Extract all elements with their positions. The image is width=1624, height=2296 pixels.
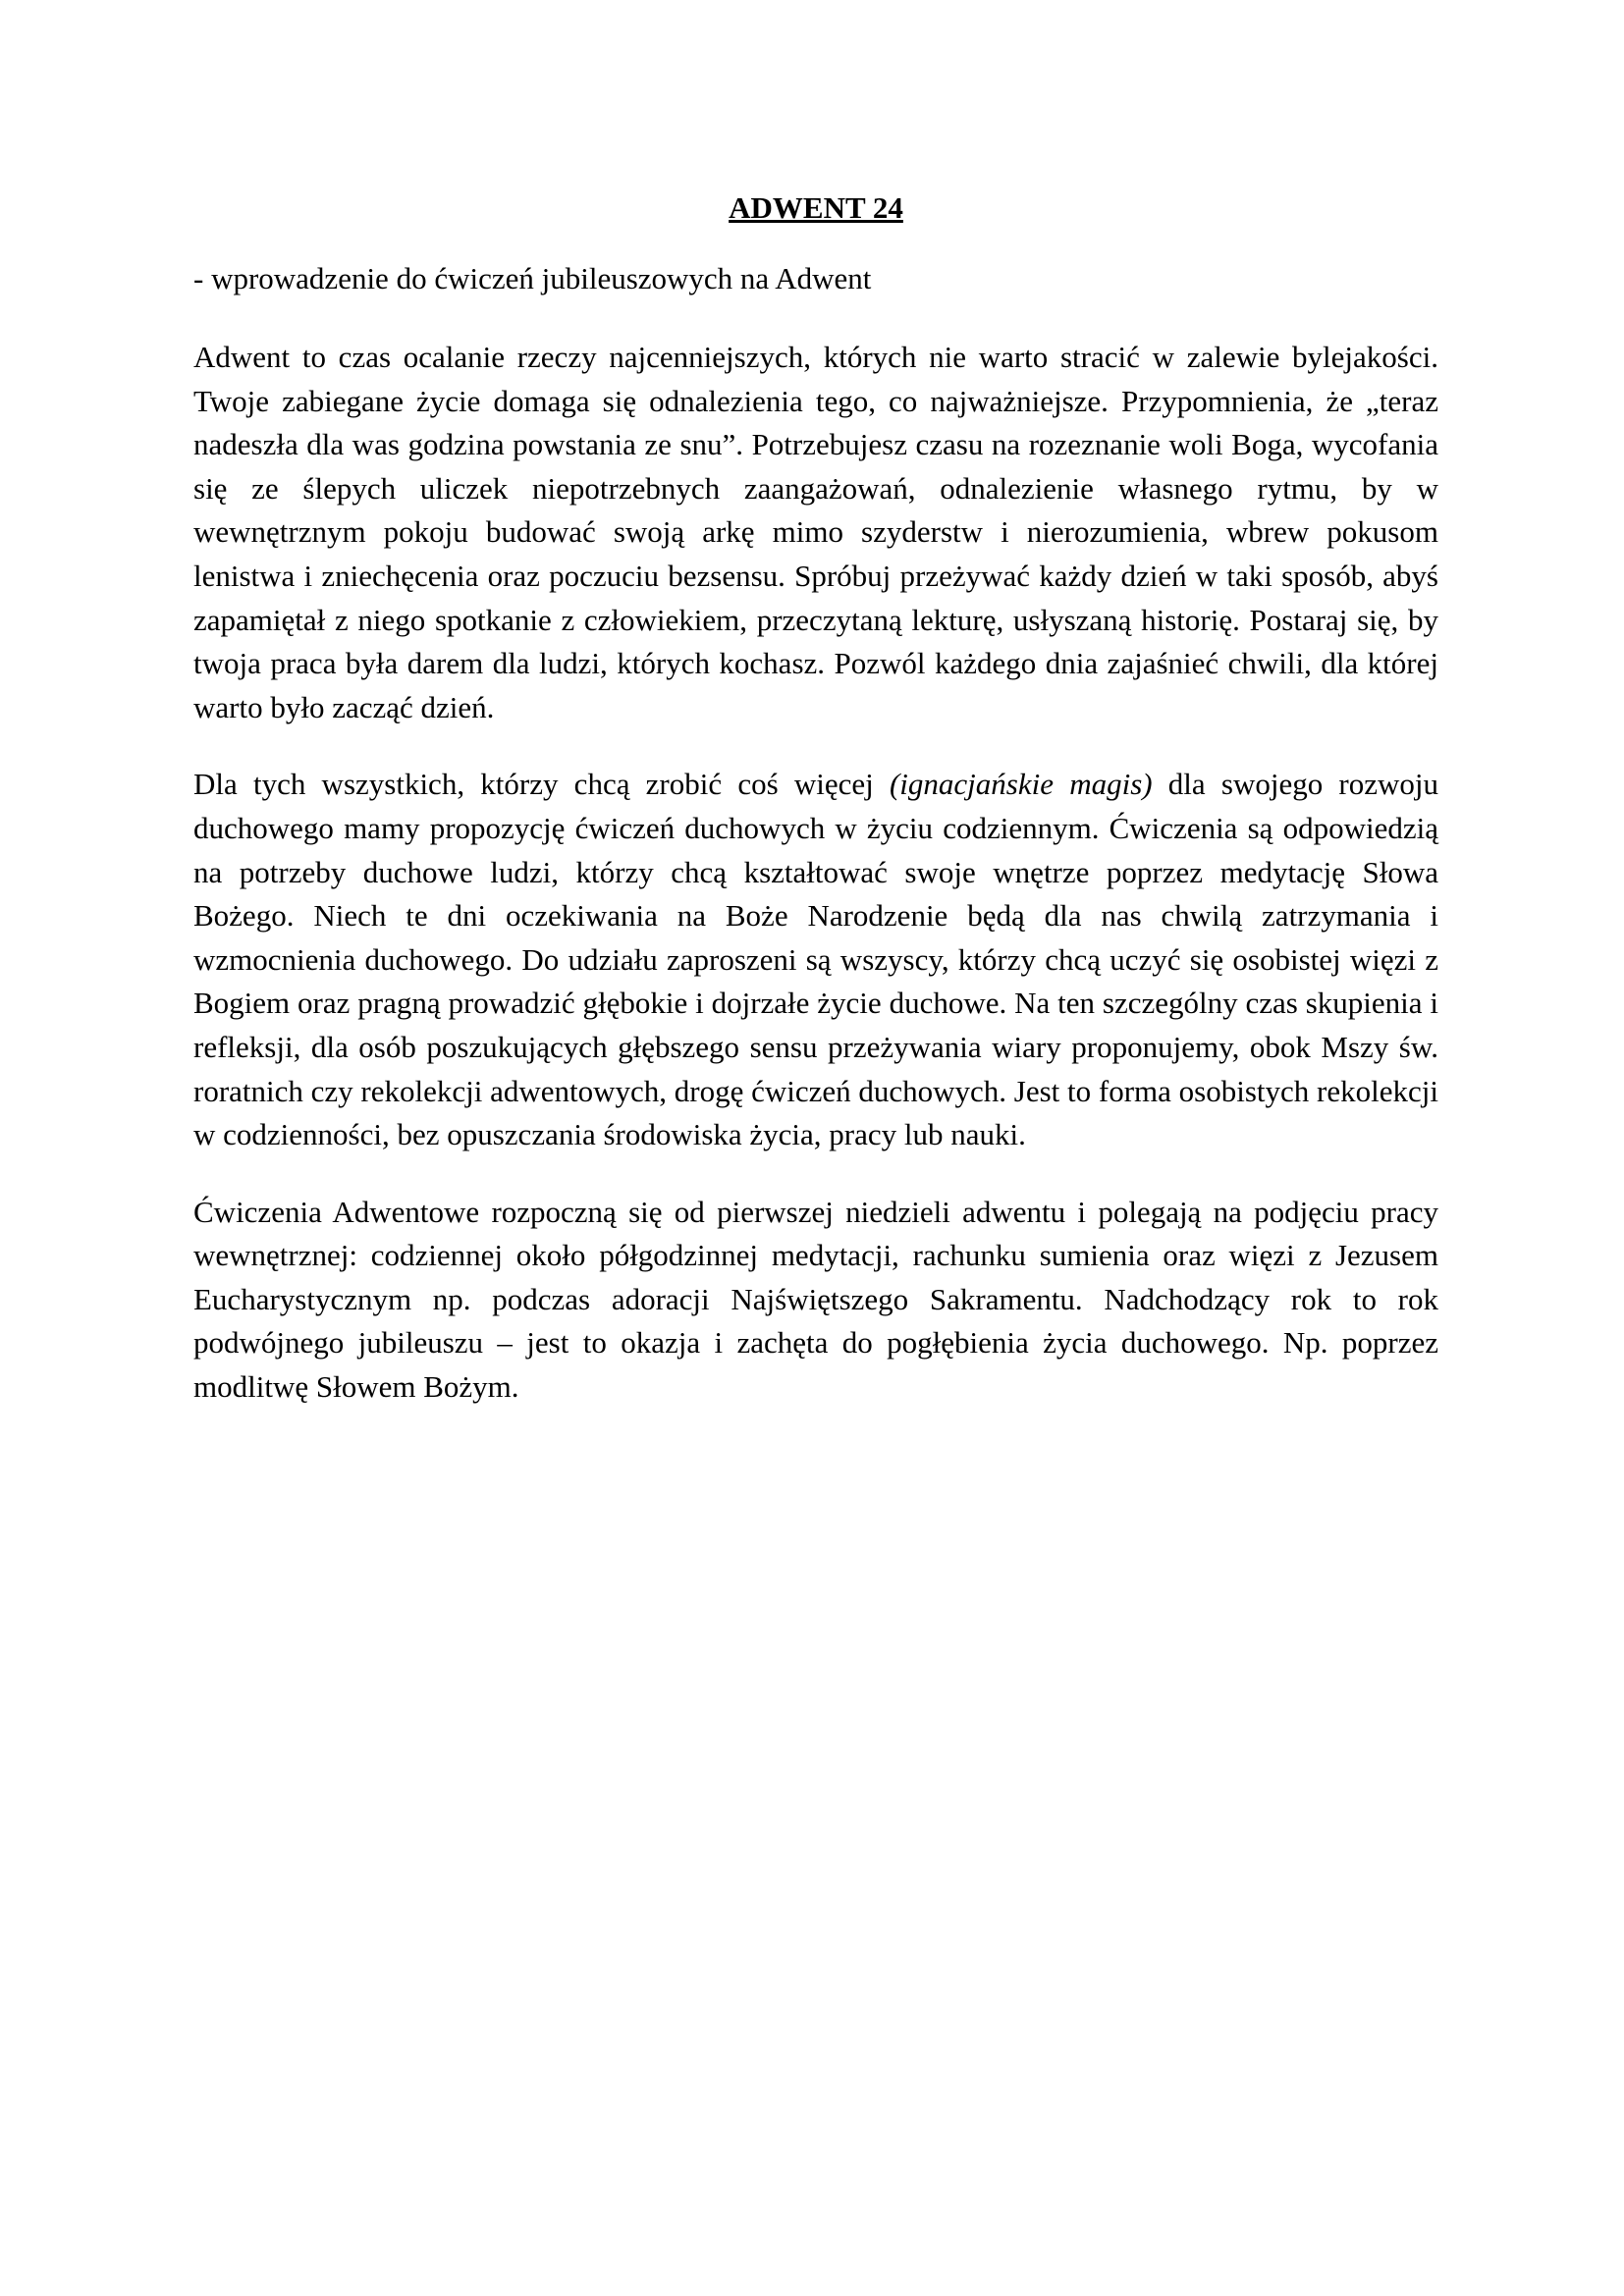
paragraph-2-emphasis: (ignacjańskie magis) <box>889 767 1153 802</box>
paragraph-1: Adwent to czas ocalanie rzeczy najcenniejszych, których nie warto stracić w zalewie bylejakości. Twoje zabiegane życie domaga się odnalezienia tego, co najważniejsze. Przypomnienia, że „teraz nadeszła dla was godzina powstania ze snu”. Potrzebujesz czasu na rozeznanie woli Boga, wycofania się ze ślepych uliczek niepotrzebnych zaangażowań, odnalezienie własnego rytmu, by w wewnętrznym pokoju budować swoją arkę mimo szyderstw i nierozumienia, wbrew pokusom lenistwa i zniechęcenia oraz poczuciu bezsensu. Spróbuj przeżywać każdy dzień w taki sposób, abyś zapamiętał z niego spotkanie z człowiekiem, przeczytaną lekturę, usłyszaną historię. Postaraj się, by twoja praca była darem dla ludzi, których kochasz. Pozwól każdego dnia zajaśnieć chwili, dla której warto było zacząć dzień. <box>193 340 1438 724</box>
paragraph-2-text-end: dla swojego rozwoju duchowego mamy propozycję ćwiczeń duchowych w życiu codziennym. Ćwiczenia są odpowiedzią na potrzeby duchowe ludzi, którzy chcą kształtować swoje wnętrze poprzez medytację Słowa Bożego. Niech te dni oczekiwania na Boże Narodzenie będą dla nas chwilą zatrzymania i wzmocnienia duchowego. Do udziału zaproszeni są wszyscy, którzy chcą uczyć się osobistej więzi z Bogiem oraz pragną prowadzić głębokie i dojrzałe życie duchowe. Na ten szczególny czas skupienia i refleksji, dla osób poszukujących głębszego sensu przeżywania wiary proponujemy, obok Mszy św. roratnich czy rekolekcji adwentowych, drogę ćwiczeń duchowych. Jest to forma osobistych rekolekcji w codzienności, bez opuszczania środowiska życia, pracy lub nauki. <box>193 767 1439 1152</box>
document-page <box>193 187 1438 1443</box>
paragraph-2-text-start: Dla tych wszystkich, którzy chcą zrobić coś więcej <box>193 767 890 802</box>
document-subtitle: - wprowadzenie do ćwiczeń jubileuszowych na Adwent <box>193 261 872 295</box>
paragraph-3: Ćwiczenia Adwentowe rozpoczną się od pierwszej niedzieli adwentu i polegają na podjęciu pracy wewnętrznej: codziennej około półgodzinnej medytacji, rachunku sumienia oraz więzi z Jezusem Eucharystycznym np. podczas adoracji Najświętszego Sakramentu. Nadchodzący rok to rok podwójnego jubileuszu – jest to okazja i zachęta do pogłębienia życia duchowego. Np. poprzez modlitwę Słowem Bożym. <box>193 1194 1438 1405</box>
document-title: ADWENT 24 <box>729 190 903 225</box>
paragraph-2 <box>193 763 1438 1156</box>
